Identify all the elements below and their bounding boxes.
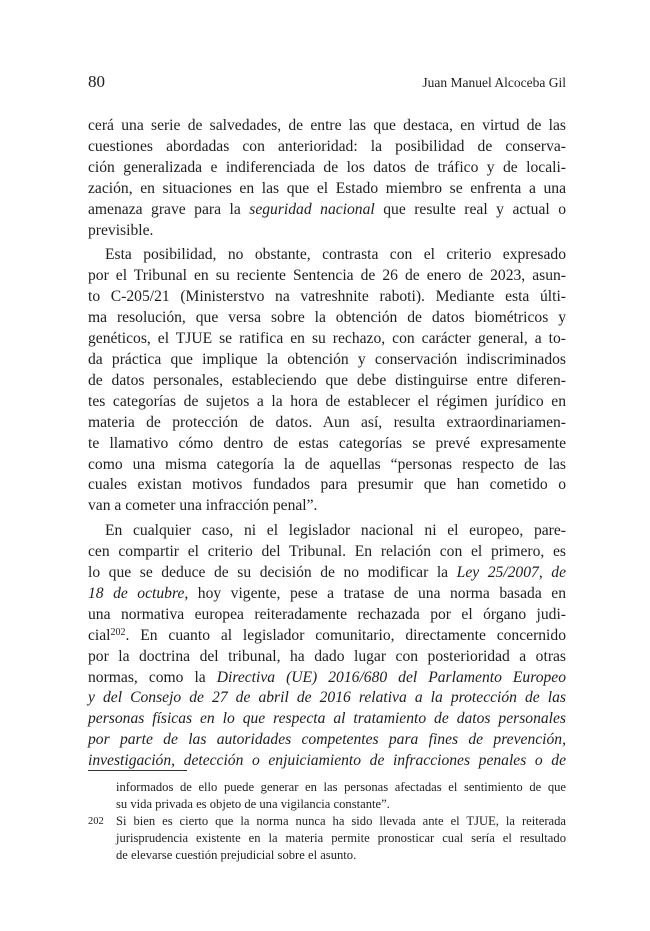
text-line: to C-205/21 (Ministerstvo na vatreshnite raboti). Mediante esta últi- — [88, 288, 566, 306]
text-line: tes categorías de sujetos a la hora de establecer el régimen jurídico en — [88, 392, 566, 410]
italic-law-reference: 18 de octubre, — [88, 584, 189, 602]
page-header — [88, 72, 566, 92]
paragraph-3 — [88, 521, 566, 772]
page-number: 80 — [88, 72, 105, 91]
text-run: . En cuanto al legislador comunitario, directamente concernido — [125, 626, 566, 644]
text-run: que resulte real y actual o — [374, 200, 566, 218]
italic-directive-reference: por parte de las autoridades competentes para fines de prevención, — [88, 731, 566, 749]
text-run: amenaza grave para la — [88, 200, 250, 218]
text-run: lo que se deduce de su decisión de no modificar la — [88, 564, 457, 582]
text-line: cuestiones abordadas con anterioridad: la posibilidad de conserva- — [88, 137, 566, 155]
footnote-number: 202 — [88, 815, 104, 827]
text-line: previsible. — [88, 221, 154, 239]
text-line — [88, 668, 566, 689]
italic-law-reference: Ley 25/2007, de — [456, 564, 566, 582]
italic-term-seguridad-nacional: seguridad nacional — [249, 200, 375, 218]
text-line: por el Tribunal en su reciente Sentencia de 26 de enero de 2023, asun- — [88, 267, 566, 285]
footnote-202 — [88, 813, 566, 864]
text-line — [88, 626, 566, 647]
text-line: ma resolución, que versa sobre la obtención de datos biométricos y — [88, 309, 566, 327]
footnotes — [88, 779, 566, 864]
text-line: zación, en situaciones en las que el Estado miembro se enfrenta a una — [88, 179, 566, 197]
text-line — [88, 688, 566, 709]
text-line: Esta posibilidad, no obstante, contrasta con el criterio expresado — [105, 246, 566, 264]
paragraph-1 — [88, 116, 566, 241]
body-text — [88, 116, 566, 772]
footnote-continued — [88, 779, 566, 813]
footnote-line: de elevarse cuestión prejudicial sobre el asunto. — [116, 847, 357, 862]
text-line: En cualquier caso, ni el legislador nacional ni el europeo, pare- — [105, 522, 566, 540]
text-line: da práctica que implique la obtención y conservación indiscriminados — [88, 350, 566, 368]
footnote-separator — [88, 770, 187, 771]
footnote-line: Si bien es cierto que la norma nunca ha sido llevada ante el TJUE, la reiterada — [116, 813, 566, 828]
text-line: cerá una serie de salvedades, de entre las que destaca, en virtud de las — [88, 117, 566, 134]
footnote-line: su vida privada es objeto de una vigilancia constante”. — [116, 796, 390, 811]
italic-directive-reference: investigación, detección o enjuiciamiento de infracciones penales o de — [88, 752, 566, 770]
text-run: normas, como la — [88, 668, 217, 686]
text-line: de datos personales, estableciendo que debe distinguirse entre diferen- — [88, 371, 566, 389]
footnote-ref-202[interactable]: 202 — [110, 626, 126, 638]
footnote-line: jurisprudencia existente en la materia permite pronosticar cual sería el resultado — [116, 830, 566, 845]
italic-directive-reference: y del Consejo de 27 de abril de 2016 relativa a la protección de las — [88, 689, 566, 707]
text-line: van a cometer una infracción penal”. — [88, 497, 318, 515]
text-line — [88, 751, 566, 772]
text-line: ción generalizada e indiferenciada de los datos de tráfico y de locali- — [88, 158, 566, 176]
text-line: como una misma categoría la de aquellas “personas respecto de las — [88, 455, 566, 473]
text-run: cial — [88, 626, 111, 644]
text-line — [88, 563, 566, 584]
text-line: cen compartir el criterio del Tribunal. En relación con el primero, es — [88, 543, 566, 561]
text-line: cuales existan motivos fundados para presumir que han cometido o — [88, 476, 566, 494]
text-run: hoy vigente, pese a tratase de una norma basada en — [188, 584, 566, 602]
text-line: por la doctrina del tribunal, ha dado lugar con posterioridad a otras — [88, 647, 566, 665]
text-line — [88, 584, 566, 605]
italic-directive-reference: Directiva (UE) 2016/680 del Parlamento Europeo — [216, 668, 567, 686]
text-line — [88, 709, 566, 730]
text-line: te llamativo cómo dentro de estas categorías se prevé expresamente — [88, 434, 566, 452]
text-line: genéticos, el TJUE se ratifica en su rechazo, con carácter general, a to- — [88, 330, 566, 348]
paragraph-2 — [88, 245, 566, 517]
italic-directive-reference: personas físicas en lo que respecta al tratamiento de datos personales — [88, 710, 566, 728]
text-line: una normativa europea reiteradamente rechazada por el órgano judi- — [88, 605, 566, 623]
text-line — [88, 200, 566, 221]
running-head-author: Juan Manuel Alcoceba Gil — [422, 75, 566, 90]
text-line: materia de protección de datos. Aun así, resulta extraordinariamen- — [88, 413, 566, 431]
footnote-line: informados de ello puede generar en las personas afectadas el sentimiento de que — [116, 780, 566, 794]
text-line — [88, 730, 566, 751]
